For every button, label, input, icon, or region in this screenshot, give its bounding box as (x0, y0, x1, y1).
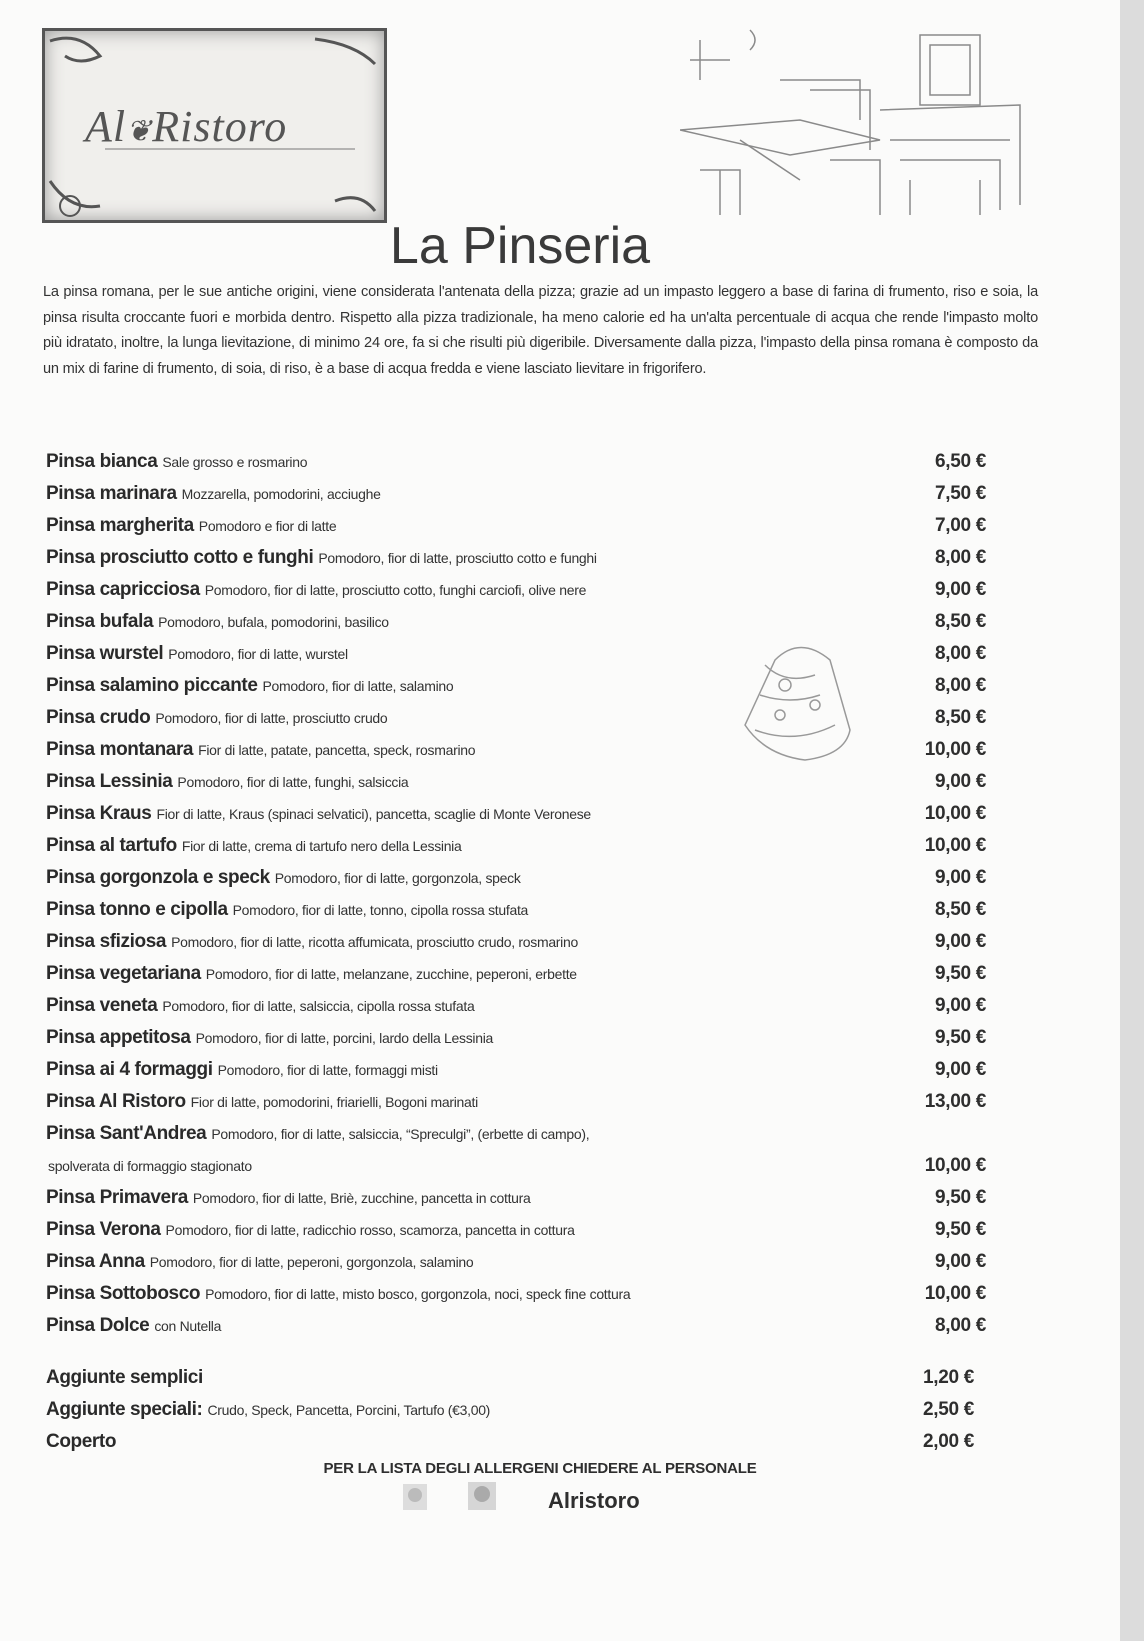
menu-item (46, 830, 986, 862)
item-name: Pinsa prosciutto cotto e funghi (46, 547, 314, 568)
item-name: Pinsa bianca (46, 451, 158, 472)
item-description: Pomodoro, fior di latte, wurstel (168, 646, 348, 662)
item-name: Pinsa Al Ristoro (46, 1091, 186, 1112)
item-price: 6,50 € (934, 451, 986, 472)
item-name: Pinsa appetitosa (46, 1027, 191, 1048)
item-name: Pinsa Sottobosco (46, 1283, 201, 1304)
item-name: Pinsa vegetariana (46, 963, 201, 984)
menu-item (46, 862, 986, 894)
item-description: Fior di latte, Kraus (spinaci selvatici), pancetta, scaglie di Monte Veronese (156, 806, 591, 822)
item-price: 9,00 € (934, 771, 986, 792)
intro-paragraph: La pinsa romana, per le sue antiche origini, viene considerata l'antenata della pizza; grazie ad un impasto leggero a base di farina di frumento, riso e soia, la pinsa risulta croccante fuori e morbida dentro. Rispetto alla pizza tradizionale, ha meno calorie ed ha un'alta percentuale di acqua che rende l'impasto molto più idratato, inoltre, la lunga lievitazione, di minimo 24 ore, fa si che risulti più digeribile. Diversamente dalla pizza, l'impasto della pinsa romana è composto da un mix di farine di frumento, di soia, di riso, è a base di acqua fredda e viene lasciato lievitare in frigorifero. (43, 284, 1038, 377)
item-description: Pomodoro, fior di latte, salsiccia, “Spreculgi”, (erbette di campo), (211, 1126, 590, 1142)
item-description: Pomodoro, fior di latte, melanzane, zucchine, peperoni, erbette (205, 966, 577, 982)
item-description: Pomodoro, fior di latte, peperoni, gorgonzola, salamino (149, 1254, 474, 1270)
extras-list (46, 1362, 974, 1458)
item-name: Pinsa marinara (46, 483, 177, 504)
item-name: Pinsa tonno e cipolla (46, 899, 228, 920)
menu-item (46, 638, 986, 670)
item-price: 9,00 € (934, 1059, 986, 1080)
item-price: 10,00 € (924, 803, 986, 824)
item-name: Pinsa wurstel (46, 643, 164, 664)
menu-item (46, 1310, 986, 1342)
item-description: Pomodoro, fior di latte, funghi, salsiccia (177, 774, 409, 790)
item-price: 9,00 € (934, 931, 986, 952)
item-price: 7,50 € (934, 483, 986, 504)
menu-item (46, 894, 986, 926)
item-price: 2,00 € (922, 1431, 974, 1452)
menu-item (46, 1182, 986, 1214)
item-description: con Nutella (154, 1318, 222, 1334)
item-name: Pinsa Kraus (46, 803, 152, 824)
item-description: Pomodoro, fior di latte, prosciutto cotto e funghi (318, 550, 597, 566)
item-price: 9,50 € (934, 1187, 986, 1208)
item-description: Crudo, Speck, Pancetta, Porcini, Tartufo (€3,00) (207, 1402, 491, 1418)
item-name: Pinsa salamino piccante (46, 675, 258, 696)
item-price: 9,50 € (934, 1027, 986, 1048)
menu-item (46, 1214, 986, 1246)
menu-item (46, 542, 986, 574)
item-description: Sale grosso e rosmarino (162, 454, 308, 470)
menu-item (46, 958, 986, 990)
logo-text: Al❦Ristoro (85, 102, 288, 151)
item-description: Fior di latte, pomodorini, friarielli, Bogoni marinati (190, 1094, 478, 1110)
menu-item (46, 1054, 986, 1086)
item-description: Fior di latte, patate, pancetta, speck, rosmarino (198, 742, 476, 758)
award-badge-icon (395, 1480, 435, 1518)
menu-item (46, 670, 986, 702)
item-description: Pomodoro, fior di latte, tonno, cipolla rossa stufata (232, 902, 529, 918)
item-name: Pinsa Verona (46, 1219, 161, 1240)
item-description-continued: spolverata di formaggio stagionato (48, 1158, 252, 1174)
item-description: Pomodoro, fior di latte, gorgonzola, speck (274, 870, 521, 886)
item-name: Pinsa bufala (46, 611, 154, 632)
menu-item (46, 606, 986, 638)
item-description: Mozzarella, pomodorini, acciughe (181, 486, 381, 502)
item-price: 8,50 € (934, 707, 986, 728)
item-name: Pinsa Anna (46, 1251, 145, 1272)
menu-item (46, 1278, 986, 1310)
item-description: Pomodoro, fior di latte, salamino (262, 678, 454, 694)
item-name: Pinsa al tartufo (46, 835, 177, 856)
menu-item (46, 446, 986, 478)
item-description: Pomodoro, fior di latte, salsiccia, cipolla rossa stufata (162, 998, 475, 1014)
item-name: Pinsa sfiziosa (46, 931, 167, 952)
item-price: 8,00 € (934, 675, 986, 696)
menu-item-continued (46, 1150, 986, 1182)
menu-item (46, 766, 986, 798)
item-price: 1,20 € (922, 1367, 974, 1388)
menu-item (46, 478, 986, 510)
menu-item (46, 734, 986, 766)
restaurant-logo (42, 28, 387, 223)
item-description: Pomodoro, bufala, pomodorini, basilico (158, 614, 389, 630)
item-name: Pinsa montanara (46, 739, 194, 760)
menu-item (46, 926, 986, 958)
item-description: Pomodoro, fior di latte, misto bosco, gorgonzola, noci, speck fine cottura (205, 1286, 631, 1302)
item-name: Pinsa Primavera (46, 1187, 188, 1208)
menu-item (46, 1246, 986, 1278)
item-name: Pinsa ai 4 formaggi (46, 1059, 213, 1080)
item-price: 8,50 € (934, 611, 986, 632)
item-price: 9,00 € (934, 579, 986, 600)
extra-item (46, 1362, 974, 1394)
item-price: 9,00 € (934, 1251, 986, 1272)
item-price: 7,00 € (934, 515, 986, 536)
item-price: 10,00 € (924, 1283, 986, 1304)
item-price: 9,00 € (934, 995, 986, 1016)
pinsa-menu-list (46, 446, 986, 1342)
item-description: Pomodoro, fior di latte, prosciutto cotto, funghi carciofi, olive nere (204, 582, 587, 598)
item-name: Aggiunte speciali: (46, 1399, 203, 1420)
item-price: 8,00 € (934, 643, 986, 664)
item-price: 9,00 € (934, 867, 986, 888)
item-name: Pinsa Dolce (46, 1315, 150, 1336)
extra-item (46, 1426, 974, 1458)
item-name: Pinsa Sant'Andrea (46, 1123, 207, 1144)
item-price: 13,00 € (924, 1091, 986, 1112)
item-price: 10,00 € (924, 1155, 986, 1176)
item-price: 8,00 € (934, 547, 986, 568)
item-price: 2,50 € (922, 1399, 974, 1420)
menu-item (46, 702, 986, 734)
page-edge (1120, 0, 1144, 1641)
award-badge-icon (462, 1480, 502, 1518)
menu-item (46, 1022, 986, 1054)
item-name: Pinsa capricciosa (46, 579, 200, 600)
extra-item (46, 1394, 974, 1426)
menu-item (46, 1086, 986, 1118)
item-price: 8,00 € (934, 1315, 986, 1336)
item-name: Pinsa Lessinia (46, 771, 173, 792)
menu-item (46, 574, 986, 606)
item-name: Pinsa gorgonzola e speck (46, 867, 270, 888)
allergens-notice: PER LA LISTA DEGLI ALLERGENI CHIEDERE AL PERSONALE (323, 1460, 757, 1477)
item-price: 9,50 € (934, 1219, 986, 1240)
item-description: Pomodoro, fior di latte, prosciutto crudo (155, 710, 388, 726)
menu-item (46, 1118, 986, 1150)
restaurant-interior-sketch (680, 20, 1035, 218)
menu-item (46, 990, 986, 1022)
item-description: Pomodoro, fior di latte, Briè, zucchine, pancetta in cottura (192, 1190, 531, 1206)
item-name: Pinsa crudo (46, 707, 151, 728)
item-description: Fior di latte, crema di tartufo nero della Lessinia (181, 838, 462, 854)
item-name: Pinsa veneta (46, 995, 158, 1016)
item-name: Coperto (46, 1431, 117, 1452)
item-price: 8,50 € (934, 899, 986, 920)
item-description: Pomodoro, fior di latte, radicchio rosso, scamorza, pancetta in cottura (165, 1222, 575, 1238)
item-description: Pomodoro, fior di latte, porcini, lardo della Lessinia (195, 1030, 494, 1046)
item-price: 9,50 € (934, 963, 986, 984)
menu-item (46, 510, 986, 542)
item-name: Pinsa margherita (46, 515, 194, 536)
item-description: Pomodoro, fior di latte, ricotta affumicata, prosciutto crudo, rosmarino (171, 934, 578, 950)
menu-item (46, 798, 986, 830)
page-title: La Pinseria (389, 217, 651, 275)
item-price: 10,00 € (924, 835, 986, 856)
item-description: Pomodoro e fior di latte (198, 518, 337, 534)
item-price: 10,00 € (924, 739, 986, 760)
brand-name: Alristoro (548, 1488, 640, 1513)
item-description: Pomodoro, fior di latte, formaggi misti (217, 1062, 438, 1078)
item-name: Aggiunte semplici (46, 1367, 203, 1388)
